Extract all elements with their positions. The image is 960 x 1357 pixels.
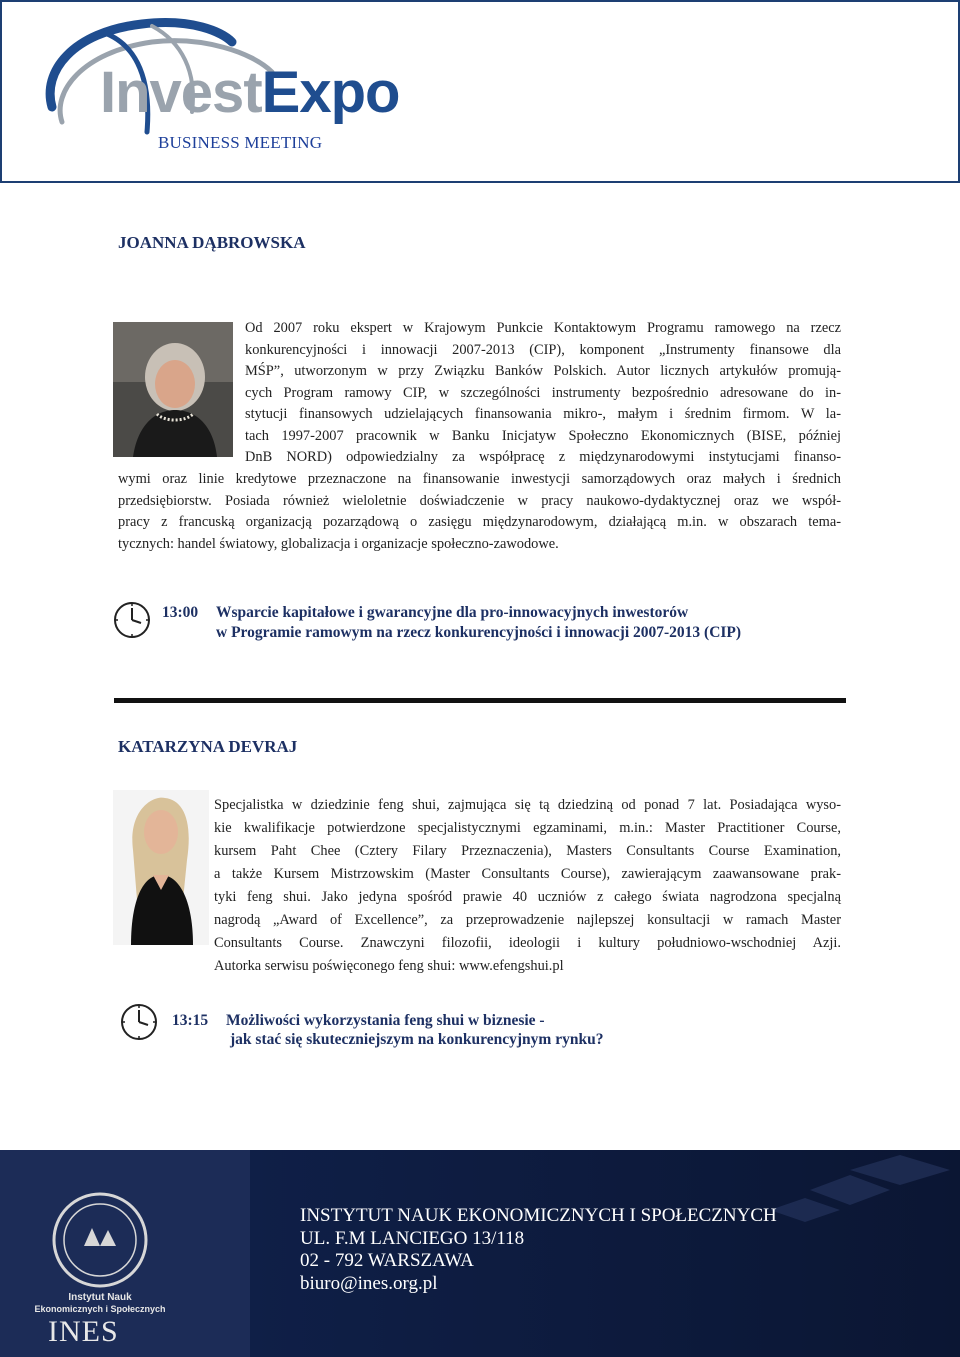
bio-line: wymi oraz linie kredytowe przeznaczone na finansowanie inwestycji samorządowych oraz małych i średnich	[118, 471, 841, 487]
bio-line: tach 1997-2007 pracownik w Banku Inicjatyw Społeczno Ekonomicznych (BISE, później	[245, 427, 841, 444]
logo-wordmark	[100, 60, 400, 125]
footer-city: 02 - 792 WARSZAWA	[300, 1250, 474, 1271]
speaker2-session	[172, 1011, 603, 1049]
bio-line: Autorka serwisu poświęconego feng shui: www.efengshui.pl	[214, 958, 564, 974]
bio-line: MŚP”, utworzonym w przy Związku Banków Polskich. Autor licznych artykułów promują-	[245, 363, 841, 379]
logo-invest-text: Invest	[100, 60, 262, 125]
session-title-line2: w Programie ramowym na rzecz konkurencyjności i innowacji 2007-2013 (CIP)	[216, 624, 742, 641]
footer-street: UL. F.M LANCIEGO 13/118	[300, 1227, 525, 1249]
speaker2-bio	[214, 794, 841, 978]
portrait-image-icon	[113, 790, 209, 945]
session-time: 13:00	[162, 604, 199, 621]
bio-line: Specjalistka w dziedzinie feng shui, zajmująca się tą dziedziną od ponad 7 lat. Posiadająca wyso-	[214, 797, 841, 813]
clock-icon	[113, 601, 151, 639]
section-divider	[114, 698, 846, 703]
bio-line: DnB NORD) odpowiedzialny za współpracę z międzynarodowymi instytucjami finanso-	[245, 449, 841, 465]
speaker1-session	[162, 603, 741, 643]
ines-badge	[0, 1150, 250, 1357]
footer-email-link[interactable]: biuro@ines.org.pl	[300, 1272, 438, 1294]
bio-line: cych Program ramowy CIP, w szczególności instrumenty bezpośrednio adresowane do in-	[245, 384, 841, 401]
bio-line: Consultants Course. Znawczyni filozofii, ideologii i kultury południowo-wschodniej Azji.	[214, 935, 841, 951]
session-title-line2: jak stać się skuteczniejszym na konkurencyjnym rynku?	[230, 1031, 604, 1048]
footer-address	[300, 1205, 777, 1295]
badge-line2: Ekonomicznych i Społecznych	[34, 1304, 166, 1314]
speaker1-bio-bottom	[118, 469, 841, 555]
ines-acronym: INES	[48, 1315, 119, 1348]
speaker2-name: KATARZYNA DEVRAJ	[118, 737, 298, 756]
bio-line: stytucji finansowych udzielających finansowania mikro-, małym i średnim firmom. W la-	[245, 406, 841, 422]
portrait-image-icon	[113, 322, 233, 457]
header-banner	[0, 0, 960, 183]
speaker1-name: JOANNA DĄBROWSKA	[118, 233, 306, 252]
bio-line: tyki feng shui. Jako jedyna spośród prawie 40 uczniów z całego świata nagrodzona specjalną	[214, 889, 841, 905]
session-title: Możliwości wykorzystania feng shui w biznesie -	[226, 1012, 545, 1029]
bio-line: pracy z francuską organizacją pozarządową o zasięgu międzynarodowym, działającą m.in. w obszarach tema-	[118, 514, 841, 530]
speaker1-bio-top	[245, 318, 841, 469]
bio-line: Od 2007 roku ekspert w Krajowym Punkcie Kontaktowym Programu ramowego na rzecz	[245, 320, 841, 336]
clock-icon	[120, 1003, 158, 1041]
bio-line: kursem Paht Chee (Cztery Filary Przeznaczenia), Masters Consultants Course Examination,	[214, 843, 841, 859]
session-time: 13:15	[172, 1012, 209, 1029]
session-title: Wsparcie kapitałowe i gwarancyjne dla pro-innowacyjnych inwestorów	[216, 604, 689, 621]
header-subtitle: BUSINESS MEETING	[158, 133, 323, 152]
bio-line: przedsiębiorstw. Posiada również wieloletnie doświadczenie w pracy naukowo-dydaktycznej oraz we współ-	[118, 492, 841, 509]
footer-banner	[0, 1150, 960, 1357]
badge-line1: Instytut Nauk	[68, 1292, 132, 1303]
speaker1-photo	[113, 322, 233, 457]
footer-institute-name: INSTYTUT NAUK EKONOMICZNYCH I SPOŁECZNYCH	[300, 1205, 777, 1226]
bio-line: tycznych: handel światowy, globalizacja i organizacje społeczno-zawodowe.	[118, 535, 559, 552]
speaker2-photo	[113, 790, 209, 945]
bio-line: nagrodą „Award of Excellence”, za przeprowadzenie najlepszej konsultacji w ramach Master	[214, 912, 841, 928]
bio-line: kie kwalifikacje potwierdzone specjalistycznymi egzaminami, m.in.: Master Practitioner Course,	[214, 820, 841, 836]
logo-expo-text: Expo	[261, 60, 400, 125]
bio-line: konkurencyjności i innowacji 2007-2013 (CIP), komponent „Instrumenty finansowe dla	[245, 341, 841, 358]
ines-emblem-icon	[0, 1150, 250, 1357]
bio-line: a także Kursem Mistrzowskim (Master Consultants Course), zawierającym zaawansowane prak-	[214, 866, 841, 882]
